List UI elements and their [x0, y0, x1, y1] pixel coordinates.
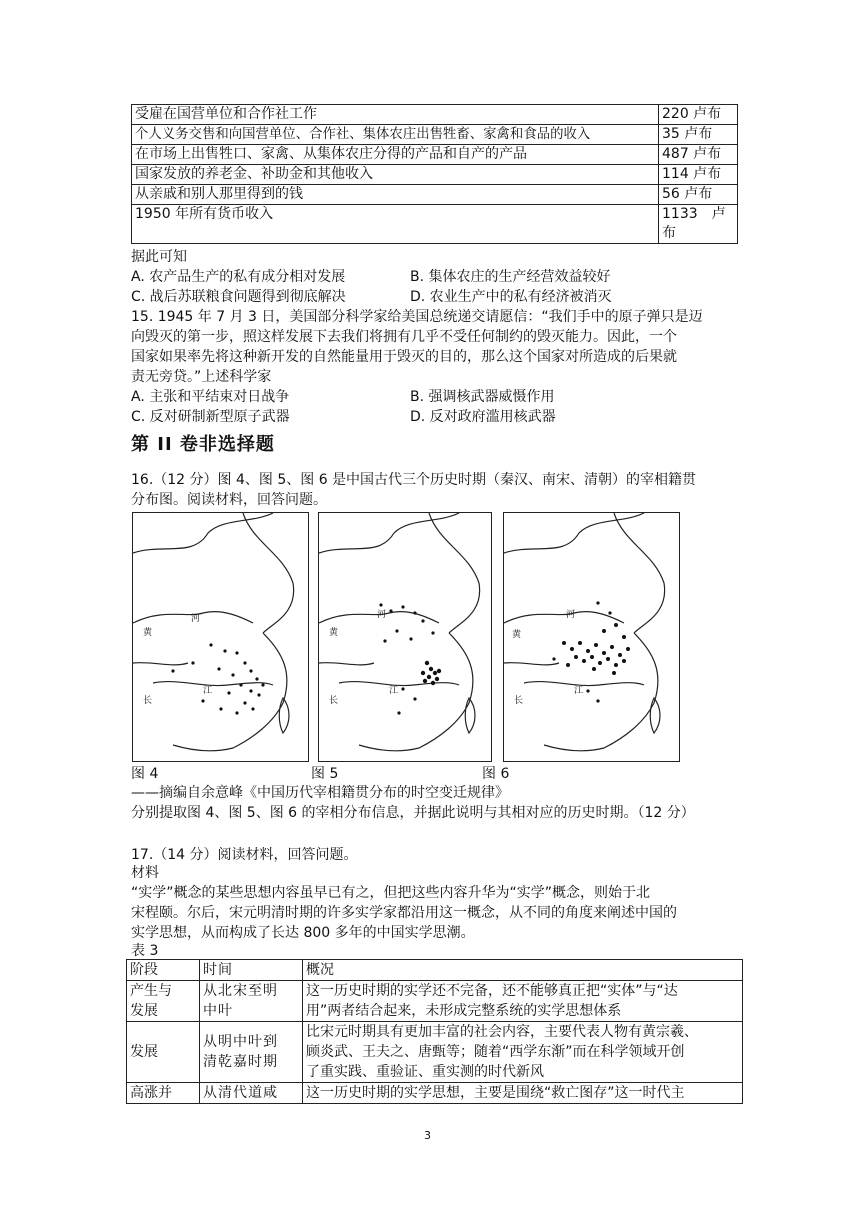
table-header: 概况: [303, 960, 743, 981]
table-cell-line: 顾炎武、王夫之、唐甄等；随着“西学东渐”而在科学领域开创: [306, 1044, 685, 1060]
table-cell: [303, 1022, 743, 1083]
table-cell-line: 产生与: [130, 983, 172, 999]
q17-paragraph-1: “实学”概念的某些思想内容虽早已有之，但把这些内容升华为“实学”概念，则始于北: [131, 885, 651, 901]
map-figure-4-drawing: [133, 513, 308, 761]
section-title: 第 II 卷非选择题: [131, 434, 275, 455]
q16-line-2: 分布图。阅读材料，回答问题。: [131, 492, 327, 508]
table-row: [132, 145, 738, 165]
table-cell: 受雇在国营单位和合作社工作: [132, 105, 659, 125]
table-row: [127, 1083, 743, 1104]
table-cell-line: 中叶: [203, 1003, 233, 1019]
river-label-jiang: 江: [203, 686, 213, 696]
stage-table: [126, 959, 743, 1104]
table-cell: 220 卢布: [659, 105, 738, 125]
table-header-row: [127, 960, 743, 981]
table-cell: [200, 981, 303, 1022]
q14-option-d: D. 农业生产中的私有经济被消灭: [410, 289, 612, 305]
q15-line-3: 国家如果率先将这种新开发的自然能量用于毁灭的目的，那么这个国家对所造成的后果就: [131, 349, 677, 365]
table-cell-line: 发展: [130, 1044, 158, 1060]
page-number: 3: [424, 1129, 431, 1142]
svg-text:河: 河: [566, 610, 576, 620]
table-cell-line: 了重实践、重验证、重实测的时代新风: [306, 1064, 544, 1080]
map-label-6: 图 6: [482, 766, 510, 782]
q14-option-a: A. 农产品生产的私有成分相对发展: [131, 269, 346, 285]
q15-option-c: C. 反对研制新型原子武器: [131, 409, 290, 425]
table-cell: [200, 1083, 303, 1104]
table-cell: 1133 卢布: [659, 205, 738, 244]
q14-option-b: B. 集体农庄的生产经营效益较好: [410, 269, 611, 285]
table-cell: [200, 1022, 303, 1083]
map-label-5: 图 5: [311, 766, 339, 782]
table-row: [132, 185, 738, 205]
table-header: 时间: [200, 960, 303, 981]
q16-source: ——摘编自余意峰《中国历代宰相籍贯分布的时空变迁规律》: [131, 785, 509, 801]
table-cell: 114 卢布: [659, 165, 738, 185]
table-cell-line: 从明中叶到: [203, 1034, 278, 1050]
table-cell: 个人义务交售和向国营单位、合作社、集体农庄出售牲畜、家禽和食品的收入: [132, 125, 659, 145]
svg-text:黄: 黄: [512, 630, 522, 640]
map-figure-4: [132, 512, 309, 762]
table-cell: 35 卢布: [659, 125, 738, 145]
q16-line-1: 16.（12 分）图 4、图 5、图 6 是中国古代三个历史时期（秦汉、南宋、清朝）的宰相籍贯: [131, 472, 697, 488]
table-cell-line: 高涨并: [130, 1085, 172, 1101]
map-figure-5: [318, 512, 492, 762]
table-cell-line: 用”两者结合起来，未形成完整系统的实学思想体系: [306, 1003, 622, 1019]
table-row: [132, 205, 738, 244]
q17-paragraph-2: 宋程颐。尔后，宋元明清时期的许多实学家都沿用这一概念，从不同的角度来阐述中国的: [131, 905, 677, 921]
table-row: [132, 165, 738, 185]
table-cell: 1950 年所有货币收入: [132, 205, 659, 244]
map-figure-6: [503, 512, 680, 762]
q15-line-4: 责无旁贷。”上述科学家: [131, 369, 272, 385]
table-cell-line: 比宋元时期具有更加丰富的社会内容，主要代表人物有黄宗羲、: [306, 1024, 698, 1040]
q16-question: 分别提取图 4、图 5、图 6 的宰相分布信息，并据此说明与其相对应的历史时期。（12 分）: [131, 805, 695, 821]
table-cell: [303, 1083, 743, 1104]
table-cell: 487 卢布: [659, 145, 738, 165]
table-cell-line: 这一历史时期的实学还不完备，还不能够真正把“实体”与“达: [306, 983, 678, 999]
table-row: [132, 125, 738, 145]
table-cell: [127, 1022, 200, 1083]
q15-option-a: A. 主张和平结束对日战争: [131, 389, 290, 405]
svg-text:河: 河: [377, 610, 387, 620]
q14-prompt: 据此可知: [131, 249, 187, 265]
svg-text:黄: 黄: [143, 628, 153, 638]
river-label-he: 河: [191, 614, 201, 624]
q15-option-d: D. 反对政府滥用核武器: [410, 409, 556, 425]
income-table: [131, 104, 738, 244]
table-cell: 从亲戚和别人那里得到的钱: [132, 185, 659, 205]
q17-line-1: 17.（14 分）阅读材料，回答问题。: [131, 847, 358, 863]
map-figure-6-drawing: [504, 513, 679, 761]
river-label-chang: 长: [143, 696, 153, 706]
q15-line-2: 向毁灭的第一步，照这样发展下去我们将拥有几乎不受任何制约的毁灭能力。因此，一个: [131, 329, 677, 345]
table-cell: 56 卢布: [659, 185, 738, 205]
q15-option-b: B. 强调核武器威慑作用: [410, 389, 555, 405]
q17-table-label: 表 3: [131, 943, 159, 959]
table-cell: [303, 981, 743, 1022]
map-label-4: 图 4: [131, 766, 159, 782]
table-cell: [127, 981, 200, 1022]
q14-option-c: C. 战后苏联粮食问题得到彻底解决: [131, 289, 346, 305]
q17-material-label: 材料: [131, 865, 159, 881]
table-cell-line: 发展: [130, 1003, 158, 1019]
q15-line-1: 15. 1945 年 7 月 3 日，美国部分科学家给美国总统递交请愿信：“我们手中的原子弹只是迈: [131, 309, 703, 325]
svg-text:江: 江: [574, 686, 584, 696]
table-cell: 在市场上出售牲口、家禽、从集体农庄分得的产品和自产的产品: [132, 145, 659, 165]
table-row: [127, 1022, 743, 1083]
table-header: 阶段: [127, 960, 200, 981]
table-cell-line: 从清代道咸: [203, 1085, 278, 1101]
map-figure-5-drawing: [319, 513, 491, 761]
q17-paragraph-3: 实学思想，从而构成了长达 800 多年的中国实学思潮。: [131, 925, 475, 941]
svg-text:江: 江: [389, 686, 399, 696]
svg-text:长: 长: [329, 696, 339, 706]
table-row: [132, 105, 738, 125]
table-cell-line: 清乾嘉时期: [203, 1054, 278, 1070]
table-cell: [127, 1083, 200, 1104]
table-cell-line: 这一历史时期的实学思想，主要是围绕“救亡图存”这一时代主: [306, 1085, 685, 1101]
table-row: [127, 981, 743, 1022]
svg-text:黄: 黄: [329, 628, 339, 638]
table-cell: 国家发放的养老金、补助金和其他收入: [132, 165, 659, 185]
table-cell-line: 从北宋至明: [203, 983, 278, 999]
svg-text:长: 长: [514, 696, 524, 706]
